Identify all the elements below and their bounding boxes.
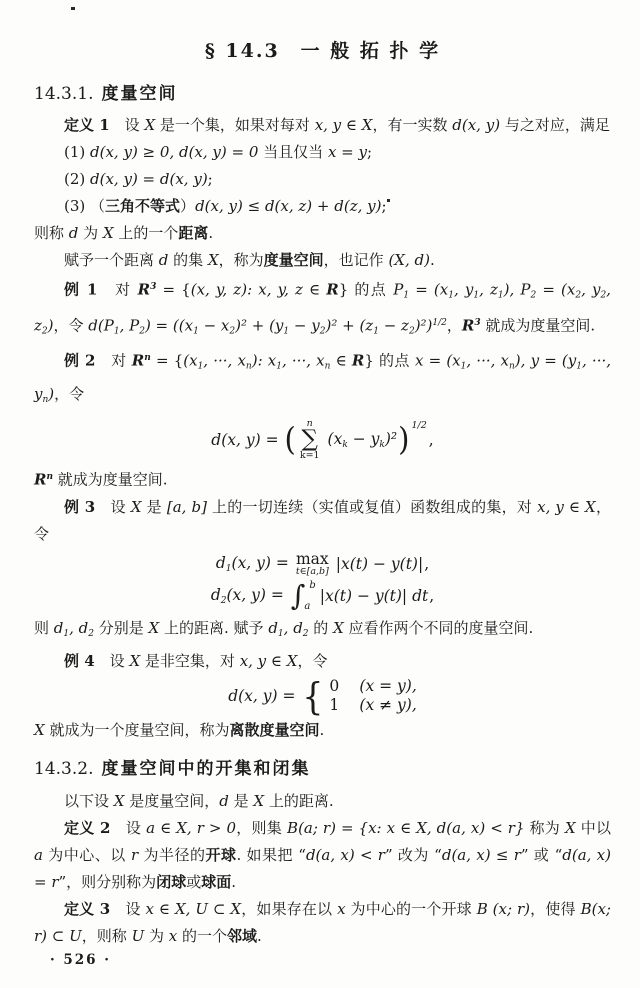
formula-lhs: d2(x, y) = [210, 586, 289, 607]
scan-speck [71, 7, 75, 10]
case-condition: (x ≠ y), [359, 696, 417, 715]
case-condition: (x = y), [359, 677, 417, 696]
chapter-section-title: § 14.3 一 般 拓 扑 学 [204, 40, 441, 62]
formula-comma: , [428, 430, 434, 449]
case-row [329, 697, 416, 714]
example-4-conclusion: X 就成为一个度量空间，称为离散度量空间. [34, 721, 325, 740]
close-paren: ) [398, 420, 410, 459]
formula-lhs: d(x, y) = [211, 430, 284, 449]
subsection-heading-1431 [34, 79, 611, 104]
formula-comma: , [424, 555, 430, 574]
subsection-title: 度量空间中的开集和闭集 [101, 759, 311, 780]
metric-axiom-2: (2) d(x, y) = d(x, y); [64, 170, 213, 188]
example-4-intro: 例 4 设 X 是非空集，对 x, y ∈ X，令 [64, 652, 328, 671]
distance-conclusion: 则称 d 为 X 上的一个距离. [34, 224, 214, 242]
case-row [329, 678, 416, 695]
definition-2: 定义 2 设 a ∈ X, r > 0，则集 B(a; r) = {x: x ∈ X, d(a, x) < r} 称为 X 中以 a 为中心、以 r 为半径的开球. 如果把 “d(a, x) < r” 改为 “d(a, x) ≤ r” 或 “d(a, x) = r”，则分别称为闭球或球面. [34, 819, 611, 892]
metric-space-definition: 赋予一个距离 d 的集 X，称为度量空间，也记作 (X, d). [64, 251, 435, 269]
example-3-intro: 例 3 设 X 是 [a, b] 上的一切连续（实值或复值）函数组成的集，对 x, y ∈ X，令 [34, 497, 611, 543]
max-under-limit: t∈[a,b] [295, 565, 329, 577]
sigma-icon: ∑ [301, 425, 318, 452]
definition-3: 定义 3 设 x ∈ X, U ⊂ X，如果存在以 x 为中心的一个开球 B (x; r)，使得 B(x; r) ⊂ U，则称 U 为 x 的一个邻域. [34, 900, 611, 946]
page-number: · 526 · [50, 952, 111, 968]
formula-body: |x(t) − y(t)| dt [314, 587, 429, 606]
metric-axiom-3: (3) （三角不等式）d(x, y) ≤ d(x, z) + d(z, y); [64, 197, 387, 215]
example-2-conclusion: $R^n$ 就成为度量空间. [34, 470, 168, 489]
example-3-conclusion: 则 $d_1$, $d_2$ 分别是 X 上的距离. 赋予 $d_1$, $d_2$ 的 X 应看作两个不同的度量空间. [34, 619, 534, 640]
euclidean-distance-formula [34, 419, 611, 462]
open-paren: ( [284, 420, 296, 459]
integral-distance-formula [34, 580, 611, 612]
max-operator [296, 551, 329, 578]
max-label: max [295, 549, 329, 568]
integral-icon: ∫ [290, 579, 306, 613]
metric-axiom-1: (1) d(x, y) ≥ 0, d(x, y) = 0 当且仅当 x = y; [64, 143, 373, 161]
subsection-number: 14.3.1. [34, 84, 94, 104]
subsection-number: 14.3.2. [34, 759, 94, 780]
integral-lower-limit: a [304, 601, 311, 613]
scan-speck [387, 199, 390, 202]
discrete-metric-formula [34, 674, 611, 719]
case-value: 1 [329, 696, 340, 715]
sum-lower-limit: k=1 [299, 449, 320, 461]
sum-upper-limit: n [306, 417, 313, 429]
formula-body: (xk − yk)² [322, 429, 398, 450]
integral-limits [304, 580, 316, 613]
formula-lhs: d1(x, y) = [215, 554, 294, 575]
subsection-heading-1432 [34, 754, 611, 779]
section-1432-intro: 以下设 X 是度量空间，d 是 X 上的距离. [64, 792, 334, 811]
example-1: 例 1 对 $R^3 = \{(x$, y, z): x, y, z ∈ R} 的点 $P_1 = (x_1$, $y_1$, $z_1$), $P_2 = (x_2$, $y_2$, $z_2$)，令 $d(P_1$, $P_2) = ((x_1 - x_2)^2 + (y_1 - y_2)^2 + (z_1 - z_2)^2)^{1/2}$，$R^3$ 就成为度量空间. [34, 280, 611, 336]
max-distance-formula [34, 551, 611, 578]
subsection-title: 度量空间 [101, 84, 178, 104]
cases-block [329, 678, 416, 714]
case-value: 0 [329, 677, 340, 696]
brace-icon: { [302, 674, 324, 719]
formula-body: |x(t) − y(t)| [330, 555, 424, 574]
definition-1: 定义 1 设 X 是一个集，如果对每对 x, y ∈ X，有一实数 d(x, y) 与之对应，满足 [64, 116, 610, 134]
formula-lhs: d(x, y) = [228, 687, 301, 706]
integral-upper-limit: b [309, 580, 316, 592]
summation-icon [300, 419, 320, 462]
example-2-intro: 例 2 对 $R^n = \{(x_1$, ···, $x_n$): $x_1$, ···, $x_n$ ∈ R} 的点 $x = (x_1$, ···, $x_n$), $y = (y_1$, ···, $y_n$)，令 [34, 351, 611, 405]
formula-comma: , [429, 587, 435, 606]
formula-exponent: 1/2 [411, 419, 427, 431]
